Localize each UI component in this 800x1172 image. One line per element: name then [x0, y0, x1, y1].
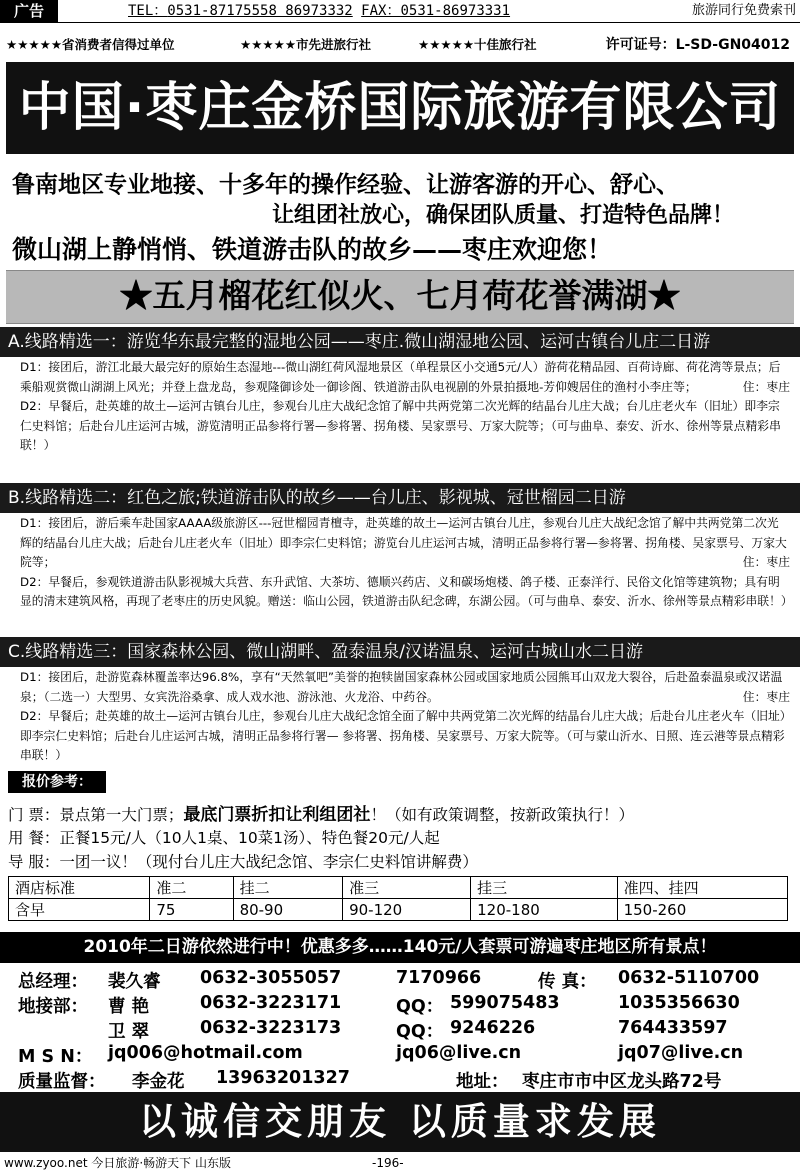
fax-label-bottom: 传 真： — [538, 972, 597, 992]
hotel-price-cell: 150-260 — [617, 899, 787, 921]
msn-2: jq06@live.cn — [396, 1043, 522, 1063]
qq-label-2: QQ： — [396, 1022, 444, 1042]
slogan-1: 鲁南地区专业地接、十多年的操作经验、让游客游的开心、舒心、 — [12, 172, 679, 198]
honor-2: ★★★★★市先进旅行社 — [240, 37, 372, 52]
address-label: 地址： — [456, 1072, 509, 1092]
route-c-stay: 住：枣庄 — [742, 689, 790, 704]
route-a-detail — [20, 358, 790, 456]
address: 枣庄市市中区龙头路72号 — [522, 1072, 722, 1092]
ticket-suffix: ！（如有政策调整，按新政策执行！） — [370, 806, 634, 824]
contact-2-phone: 0632-3223173 — [200, 1018, 342, 1038]
tel-label: TEL： — [128, 3, 168, 19]
hotel-price-table — [8, 876, 788, 921]
header-contact — [128, 0, 510, 22]
qq-1b: 1035356630 — [618, 993, 740, 1013]
tel-number: 0531-87175558 86973332 — [167, 3, 353, 19]
msn-1: jq006@hotmail.com — [108, 1043, 303, 1063]
hotel-header-cell: 准三 — [343, 877, 471, 899]
gm-phone: 0632-3055057 — [200, 968, 342, 988]
route-c-day1 — [20, 668, 790, 707]
contact-1-phone: 0632-3223171 — [200, 993, 342, 1013]
page-number: -196- — [372, 1156, 404, 1170]
meal-line: 用 餐：正餐15元/人（10人1桌、10菜1汤）、特色餐20元/人起 — [8, 829, 440, 847]
ticket-line — [8, 800, 634, 825]
guide-line: 导 服：一团一议！（现付台儿庄大战纪念馆、李宗仁史料馆讲解费） — [8, 853, 478, 871]
hotel-price-cell: 80-90 — [233, 899, 343, 921]
slogan-4: ★五月榴花红似火、七月荷花誉满湖★ — [119, 276, 681, 315]
contact-2-name: 卫 翠 — [108, 1022, 150, 1042]
motto: 以诚信交朋友 以质量求发展 — [139, 1100, 661, 1143]
route-b-day2: D2：早餐后，参观铁道游击队影视城大兵营、东升武馆、大茶坊、德顺兴药店、义和碳场炮楼、鸽子楼、正泰洋行、民俗文化馆等建筑物；具有明显的清末建筑风格，再现了老枣庄的历史风貌。赠送：临山公园，铁道游击队纪念碑，东湖公园。（可与曲阜、泰安、沂水、徐州等景点精彩串联！） — [20, 574, 793, 608]
route-b-day1-text: D1：接团后，游后乘车赴国家AAAA级旅游区---冠世榴园青檀寺，赴英雄的故土—运河古镇台儿庄，参观台儿庄大战纪念馆了解中共两党第二次光辉的结晶台儿庄大战；后赴台儿庄老火车（旧址）即李宗仁史料馆；游览台儿庄运河古城，清明正品参将行署—参将署、拐角楼、吴家票号、万家大院等； — [20, 516, 787, 569]
msn-label: M S N： — [18, 1047, 93, 1067]
qq-label-1: QQ： — [396, 997, 444, 1017]
gm-label: 总经理： — [18, 972, 88, 992]
slogan-2: 让组团社放心，确保团队质量、打造特色品牌！ — [272, 203, 735, 228]
msn-3: jq07@live.cn — [618, 1043, 744, 1063]
hotel-header-cell: 准二 — [150, 877, 233, 899]
hotel-header-cell: 准四、挂四 — [617, 877, 787, 899]
route-a-day2: D2：早餐后，赴英雄的故土—运河古镇台儿庄，参观台儿庄大战纪念馆了解中共两党第二次光辉的结晶台儿庄大战；台儿庄老火车（旧址）即李宗仁史料馆；后赴台儿庄运河古城，游览清明正品参将行署—参将署、拐角楼、吴家票号、万家大院等；（可与曲阜、泰安、沂水、徐州等景点精彩串联！） — [20, 399, 781, 452]
hotel-price-row — [9, 899, 788, 921]
ad-label: 广告 — [0, 0, 58, 22]
honor-1: ★★★★★省消费者信得过单位 — [6, 37, 175, 52]
route-a-stay: 住：枣庄 — [742, 379, 790, 394]
route-c-day1-text: D1：接团后，赴游览森林覆盖率达96.8%，享有“天然氧吧”美誉的抱犊崮国家森林公园或国家地质公园熊耳山双龙大裂谷，后赴盈泰温泉或汉诺温泉；（二选一）大型男、女宾洗浴桑拿、成人戏水池、游泳池、火龙浴、中药谷。 — [20, 670, 783, 704]
tagline: 旅游同行免费索刊 — [691, 3, 796, 18]
gm-name: 裴久睿 — [108, 972, 161, 992]
hotel-header-cell: 挂三 — [471, 877, 617, 899]
qq-2b: 764433597 — [618, 1018, 728, 1038]
ticket-prefix: 门 票：景点第一大门票； — [8, 806, 184, 824]
route-c-detail — [20, 668, 790, 766]
hotel-header-cell: 挂二 — [233, 877, 343, 899]
route-b-detail — [20, 514, 793, 612]
hotel-price-cell: 含早 — [9, 899, 150, 921]
route-a-day1-text: D1：接团后，游江北最大最完好的原始生态湿地---微山湖红荷风湿地景区（单程景区小交通5元/人）游荷花精品园、百荷诗廊、荷花湾等景点；后乘船观赏微山湖湖上风光；并登上盘龙岛，参观隆御诊处一御诊阁、铁道游击队电视剧的外景拍摄地-芳仰嫂居住的渔村小李庄等； — [20, 360, 781, 394]
ticket-highlight: 最底门票折扣让利组团社 — [183, 805, 371, 825]
honor-3: ★★★★★十佳旅行社 — [418, 37, 537, 52]
qq-1: 599075483 — [450, 993, 560, 1013]
route-a-day1 — [20, 358, 790, 397]
qc-name: 李金花 — [132, 1072, 185, 1092]
route-c-day2: D2：早餐后；赴英雄的故土—运河古镇台儿庄，参观台儿庄大战纪念馆全面了解中共两党第二次光辉的结晶台儿庄大战；后赴台儿庄老火车（旧址）即李宗仁史料馆；后赴台儿庄运河古城，清明正品参将行署— 参将署、拐角楼、吴家票号、万家大院等。（可与蒙山沂水、日照、连云港等景点精彩串联！） — [20, 709, 786, 762]
hotel-price-cell: 90-120 — [343, 899, 471, 921]
license-number: 许可证号：L-SD-GN04012 — [605, 37, 790, 53]
hotel-header-row — [9, 877, 788, 899]
route-b-day1 — [20, 514, 790, 573]
fax-bottom: 0632-5110700 — [618, 968, 760, 988]
dept-label: 地接部： — [18, 997, 88, 1017]
qc-label: 质量监督： — [18, 1072, 106, 1092]
promo-text: 2010年二日游依然进行中！优惠多多……140元/人套票可游遍枣庄地区所有景点！ — [83, 937, 717, 957]
fax-label: FAX： — [361, 3, 401, 19]
contact-1-name: 曹 艳 — [108, 997, 150, 1017]
pricing-label: 报价参考： — [8, 771, 106, 793]
route-a-title: A.线路精选一：游览华东最完整的湿地公园——枣庄.微山湖湿地公园、运河古镇台儿庄二日游 — [0, 327, 800, 357]
honors-row — [0, 32, 800, 58]
qc-phone: 13963201327 — [216, 1068, 350, 1088]
route-b-title: B.线路精选二：红色之旅;铁道游击队的故乡——台儿庄、影视城、冠世榴园二日游 — [0, 483, 800, 513]
hotel-price-cell: 75 — [150, 899, 233, 921]
route-b-stay: 住：枣庄 — [742, 555, 790, 569]
hotel-price-cell: 120-180 — [471, 899, 617, 921]
hotel-header-cell: 酒店标准 — [9, 877, 150, 899]
route-c-title: C.线路精选三：国家森林公园、微山湖畔、盈泰温泉/汉诺温泉、运河古城山水二日游 — [0, 637, 800, 667]
company-name: 中国·枣庄金桥国际旅游有限公司 — [18, 78, 782, 138]
footer-text: www.zyoo.net 今日旅游·畅游天下 山东版 — [4, 1156, 231, 1170]
gm-phone-2: 7170966 — [396, 968, 482, 988]
slogan-3: 微山湖上静悄悄、铁道游击队的故乡——枣庄欢迎您！ — [12, 235, 613, 264]
fax-number: 0531-86973331 — [400, 3, 511, 19]
qq-2: 9246226 — [450, 1018, 536, 1038]
